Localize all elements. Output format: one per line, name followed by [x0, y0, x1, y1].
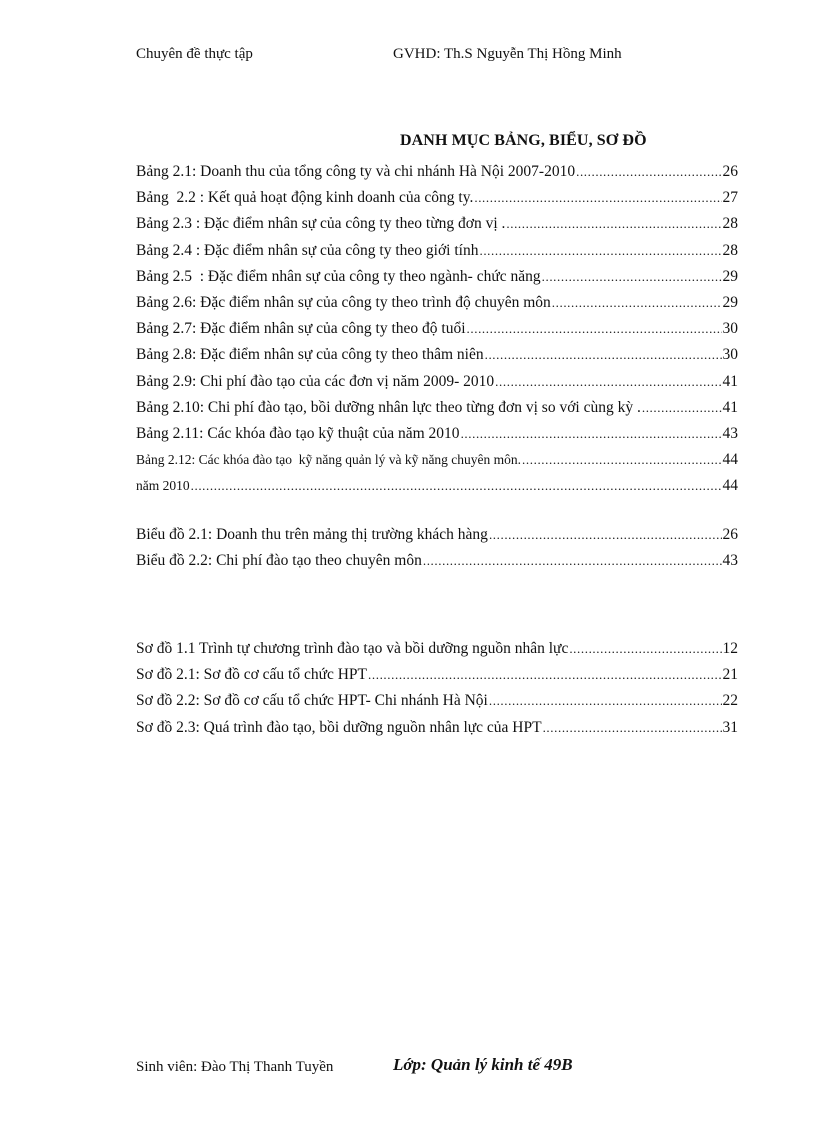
toc-entry — [136, 662, 738, 688]
toc-entry-page: 26 — [722, 163, 738, 180]
toc-entry — [136, 264, 738, 290]
dot-leader — [543, 715, 722, 741]
toc-entry — [136, 715, 738, 741]
toc-entry-page: 29 — [722, 267, 738, 285]
toc-entry-page: 21 — [722, 666, 738, 684]
dot-leader — [423, 548, 722, 574]
toc-entry — [136, 447, 738, 473]
dot-leader — [479, 238, 721, 264]
dot-leader — [495, 369, 721, 395]
toc-entry — [136, 636, 738, 662]
dot-leader — [461, 421, 722, 447]
toc-entry — [136, 395, 738, 421]
toc-entry — [136, 369, 738, 395]
toc-entry-text: Sơ đồ 1.1 Trình tự chương trình đào tạo và bồi dưỡng nguồn nhân lực — [136, 640, 569, 657]
toc-entry — [136, 159, 738, 185]
toc-entry-page: 43 — [722, 424, 738, 442]
toc-entry — [136, 688, 738, 714]
dot-leader — [368, 662, 721, 688]
toc-entry-page: 30 — [722, 346, 738, 364]
dot-leader — [569, 636, 721, 662]
toc-entry-text: Bảng 2.9: Chi phí đào tạo của các đơn vị năm 2009- 2010 — [136, 372, 495, 390]
dot-leader — [642, 395, 722, 421]
toc-entry-text: Biểu đồ 2.2: Chi phí đào tạo theo chuyên môn — [136, 552, 422, 570]
toc-entry-page: 26 — [722, 526, 738, 543]
toc-entry-text: Bảng 2.6: Đặc điểm nhân sự của công ty theo trình độ chuyên môn — [136, 293, 551, 311]
footer-class: Lớp: Quản lý kinh tế 49B — [393, 1055, 573, 1074]
dot-leader — [485, 342, 722, 368]
toc-entry-text: Bảng 2.12: Các khóa đào tạo kỹ năng quản lý và kỹ năng chuyên môn. — [136, 452, 522, 468]
toc-entry-page: 29 — [722, 293, 738, 311]
dot-leader — [506, 211, 721, 237]
toc-entry-page: 22 — [722, 692, 738, 710]
toc-entry-text: Biểu đồ 2.1: Doanh thu trên mảng thị trường khách hàng — [136, 526, 488, 543]
toc-entry-page: 44 — [722, 477, 738, 495]
toc-entry-text: Bảng 2.3 : Đặc điểm nhân sự của công ty theo từng đơn vị . — [136, 215, 506, 233]
toc-entry — [136, 238, 738, 264]
dot-leader — [489, 688, 722, 714]
dot-leader — [191, 473, 722, 499]
toc-entry-page: 43 — [722, 552, 738, 570]
header-supervisor: GVHD: Th.S Nguyễn Thị Hồng Minh — [393, 46, 622, 62]
dot-leader — [467, 316, 722, 342]
diagram-list — [136, 636, 738, 741]
toc-entry-text: Bảng 2.11: Các khóa đào tạo kỹ thuật của năm 2010 — [136, 424, 460, 442]
table-list — [136, 159, 738, 499]
toc-entry — [136, 316, 738, 342]
toc-entry-text: Bảng 2.7: Đặc điểm nhân sự của công ty theo độ tuổi — [136, 320, 466, 338]
toc-entry — [136, 290, 738, 316]
toc-entry-page: 41 — [722, 372, 738, 390]
dot-leader — [522, 447, 721, 473]
toc-entry — [136, 211, 738, 237]
toc-entry-text: năm 2010 — [136, 478, 190, 494]
toc-entry — [136, 342, 738, 368]
toc-entry-text: Sơ đồ 2.2: Sơ đồ cơ cấu tổ chức HPT- Chi nhánh Hà Nội — [136, 692, 488, 710]
toc-entry-text: Bảng 2.10: Chi phí đào tạo, bồi dưỡng nhân lực theo từng đơn vị so với cùng kỳ . — [136, 398, 641, 416]
toc-entry — [136, 421, 738, 447]
toc-entry-text: Bảng 2.8: Đặc điểm nhân sự của công ty theo thâm niên — [136, 346, 484, 364]
toc-entry-page: 28 — [722, 215, 738, 233]
toc-entry-text: Bảng 2.4 : Đặc điểm nhân sự của công ty theo giới tính — [136, 241, 479, 259]
dot-leader — [552, 290, 722, 316]
toc-entry-page: 28 — [722, 241, 738, 259]
page-title: DANH MỤC BẢNG, BIỂU, SƠ ĐỒ — [400, 132, 647, 149]
toc-entry-text: Sơ đồ 2.1: Sơ đồ cơ cấu tổ chức HPT — [136, 666, 368, 684]
chart-list — [136, 522, 738, 574]
toc-entry-text: Bảng 2.1: Doanh thu của tổng công ty và chi nhánh Hà Nội 2007-2010 — [136, 163, 576, 180]
toc-entry-page: 31 — [722, 718, 738, 736]
toc-entry — [136, 473, 738, 499]
toc-entry-page: 41 — [722, 398, 738, 416]
toc-entry-page: 44 — [722, 451, 738, 469]
toc-entry — [136, 185, 738, 211]
toc-entry-text: Bảng 2.2 : Kết quả hoạt động kinh doanh của công ty. — [136, 189, 474, 207]
toc-entry — [136, 548, 738, 574]
dot-leader — [489, 522, 722, 548]
footer-student: Sinh viên: Đào Thị Thanh Tuyền — [136, 1059, 334, 1075]
toc-entry-page: 12 — [722, 640, 738, 657]
dot-leader — [542, 264, 722, 290]
dot-leader — [474, 185, 721, 211]
header-topic: Chuyên đề thực tập — [136, 46, 253, 62]
toc-entry-page: 30 — [722, 320, 738, 338]
toc-entry-text: Bảng 2.5 : Đặc điểm nhân sự của công ty theo ngành- chức năng — [136, 267, 541, 285]
dot-leader — [576, 159, 721, 185]
toc-entry-text: Sơ đồ 2.3: Quá trình đào tạo, bồi dưỡng nguồn nhân lực của HPT — [136, 718, 542, 736]
toc-entry — [136, 522, 738, 548]
toc-entry-page: 27 — [722, 189, 738, 207]
